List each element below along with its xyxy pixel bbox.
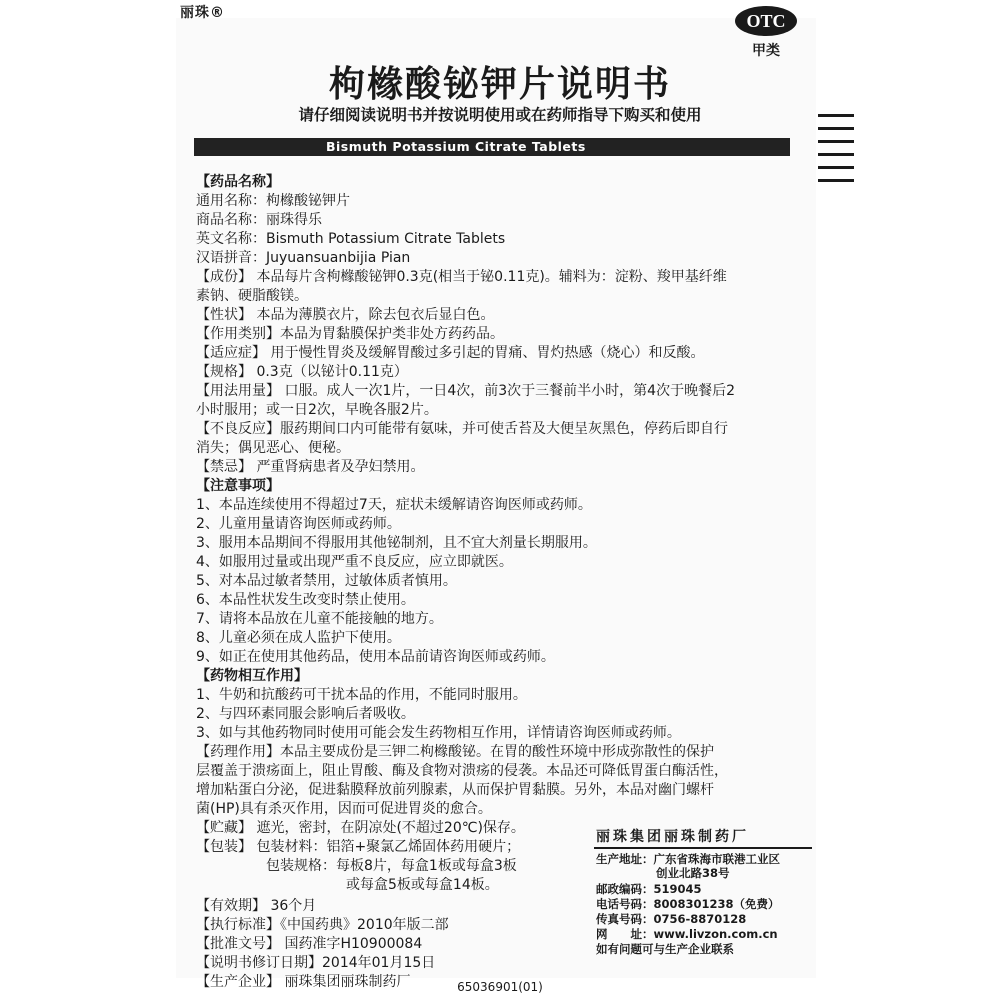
precaution-item: 9、如正在使用其他药品，使用本品前请咨询医师或药师。 <box>196 649 555 665</box>
company-contact: 如有问题可与生产企业联系 <box>596 942 734 956</box>
manufacturer: 【生产企业】 丽珠集团丽珠制药厂 <box>196 974 411 990</box>
english-name-banner: Bismuth Potassium Citrate Tablets <box>194 138 790 156</box>
package-line-1: 【包装】 包装材料：铝箔+聚氯乙烯固体药用硬片； <box>196 839 521 855</box>
package-line-2: 包装规格：每板8片，每盒1板或每盒3板 <box>266 858 517 874</box>
specification: 【规格】 0.3克（以铋计0.11克） <box>196 364 408 380</box>
section-interactions-header: 【药物相互作用】 <box>196 668 308 684</box>
company-name: 丽珠集团丽珠制药厂 <box>596 829 749 845</box>
usage-line-2: 小时服用；或一日2次，早晚各服2片。 <box>196 402 438 418</box>
revision-date: 【说明书修订日期】2014年01月15日 <box>196 955 436 971</box>
pharmacology-line: 层覆盖于溃疡面上，阻止胃酸、酶及食物对溃疡的侵袭。本品还可降低胃蛋白酶活性， <box>196 763 728 779</box>
precaution-item: 3、服用本品期间不得服用其他铋制剂，且不宜大剂量长期服用。 <box>196 535 597 551</box>
interaction-item: 2、与四环素同服会影响后者吸收。 <box>196 706 415 722</box>
usage-line-1: 【用法用量】 口服。成人一次1片，一日4次，前3次于三餐前半小时，第4次于晚餐后2 <box>196 383 735 399</box>
precaution-item: 8、儿童必须在成人监护下使用。 <box>196 630 401 646</box>
section-drug-name-header: 【药品名称】 <box>196 174 280 190</box>
pinyin-name: 汉语拼音：Juyuansuanbijia Pian <box>196 250 411 266</box>
company-postcode: 邮政编码：519045 <box>596 882 702 896</box>
standard: 【执行标准】《中国药典》2010年版二部 <box>196 917 449 933</box>
storage: 【贮藏】 遮光，密封，在阴凉处(不超过20℃)保存。 <box>196 820 525 836</box>
approval-number: 【批准文号】 国药准字H10900084 <box>196 936 423 952</box>
precaution-item: 7、请将本品放在儿童不能接触的地方。 <box>196 611 443 627</box>
trade-name: 商品名称：丽珠得乐 <box>196 212 322 228</box>
precaution-item: 2、儿童用量请咨询医师或药师。 <box>196 516 401 532</box>
interaction-item: 1、牛奶和抗酸药可干扰本品的作用，不能同时服用。 <box>196 687 527 703</box>
otc-badge: OTC <box>735 6 797 36</box>
validity: 【有效期】 36个月 <box>196 898 317 914</box>
company-address-1: 生产地址：广东省珠海市联港工业区 <box>596 852 780 866</box>
otc-class-label: 甲类 <box>752 43 780 59</box>
package-line-3: 或每盒5板或每盒14板。 <box>346 877 499 893</box>
interaction-item: 3、如与其他药物同时使用可能会发生药物相互作用，详情请咨询医师或药师。 <box>196 725 681 741</box>
ingredients-line-1: 【成份】 本品每片含枸橼酸铋钾0.3克(相当于铋0.11克)。辅料为：淀粉、羧甲基纤维 <box>196 269 727 285</box>
usage-advice: 请仔细阅读说明书并按说明使用或在药师指导下购买和使用 <box>298 106 702 124</box>
english-name: 英文名称：Bismuth Potassium Citrate Tablets <box>196 231 506 247</box>
document-title: 枸橼酸铋钾片说明书 <box>328 64 671 105</box>
generic-name: 通用名称：枸橼酸铋钾片 <box>196 193 350 209</box>
company-address-2: 创业北路38号 <box>656 866 730 880</box>
section-precautions-header: 【注意事项】 <box>196 478 280 494</box>
pharmacology-line: 【药理作用】本品主要成份是三钾二枸橼酸铋。在胃的酸性环境中形成弥散性的保护 <box>196 744 714 760</box>
indications: 【适应症】 用于慢性胃炎及缓解胃酸过多引起的胃痛、胃灼热感（烧心）和反酸。 <box>196 345 705 361</box>
pharmacology-line: 增加粘蛋白分泌，促进黏膜释放前列腺素，从而保护胃黏膜。另外，本品对幽门螺杆 <box>196 782 714 798</box>
category: 【作用类别】本品为胃黏膜保护类非处方药药品。 <box>196 326 504 342</box>
brand-logo: 丽珠® <box>180 5 225 21</box>
contraindications: 【禁忌】 严重肾病患者及孕妇禁用。 <box>196 459 425 475</box>
precaution-item: 1、本品连续使用不得超过7天，症状未缓解请咨询医师或药师。 <box>196 497 592 513</box>
precaution-item: 4、如服用过量或出现严重不良反应，应立即就医。 <box>196 554 513 570</box>
ingredients-line-2: 素钠、硬脂酸镁。 <box>196 288 308 304</box>
company-website: 网 址：www.livzon.com.cn <box>596 927 778 941</box>
company-phone: 电话号码：8008301238（免费） <box>596 897 780 911</box>
character: 【性状】 本品为薄膜衣片，除去包衣后显白色。 <box>196 307 495 323</box>
barcode-mark <box>818 114 854 192</box>
precaution-item: 6、本品性状发生改变时禁止使用。 <box>196 592 415 608</box>
adverse-line-2: 消失；偶见恶心、便秘。 <box>196 440 350 456</box>
precaution-item: 5、对本品过敏者禁用，过敏体质者慎用。 <box>196 573 457 589</box>
company-fax: 传真号码：0756-8870128 <box>596 912 747 926</box>
document-code: 65036901(01) <box>457 980 543 994</box>
pharmacology-line: 菌(HP)具有杀灭作用，因而可促进胃炎的愈合。 <box>196 801 492 817</box>
adverse-line-1: 【不良反应】服药期间口内可能带有氨味，并可使舌苔及大便呈灰黑色，停药后即自行 <box>196 421 728 437</box>
company-divider <box>594 847 812 849</box>
